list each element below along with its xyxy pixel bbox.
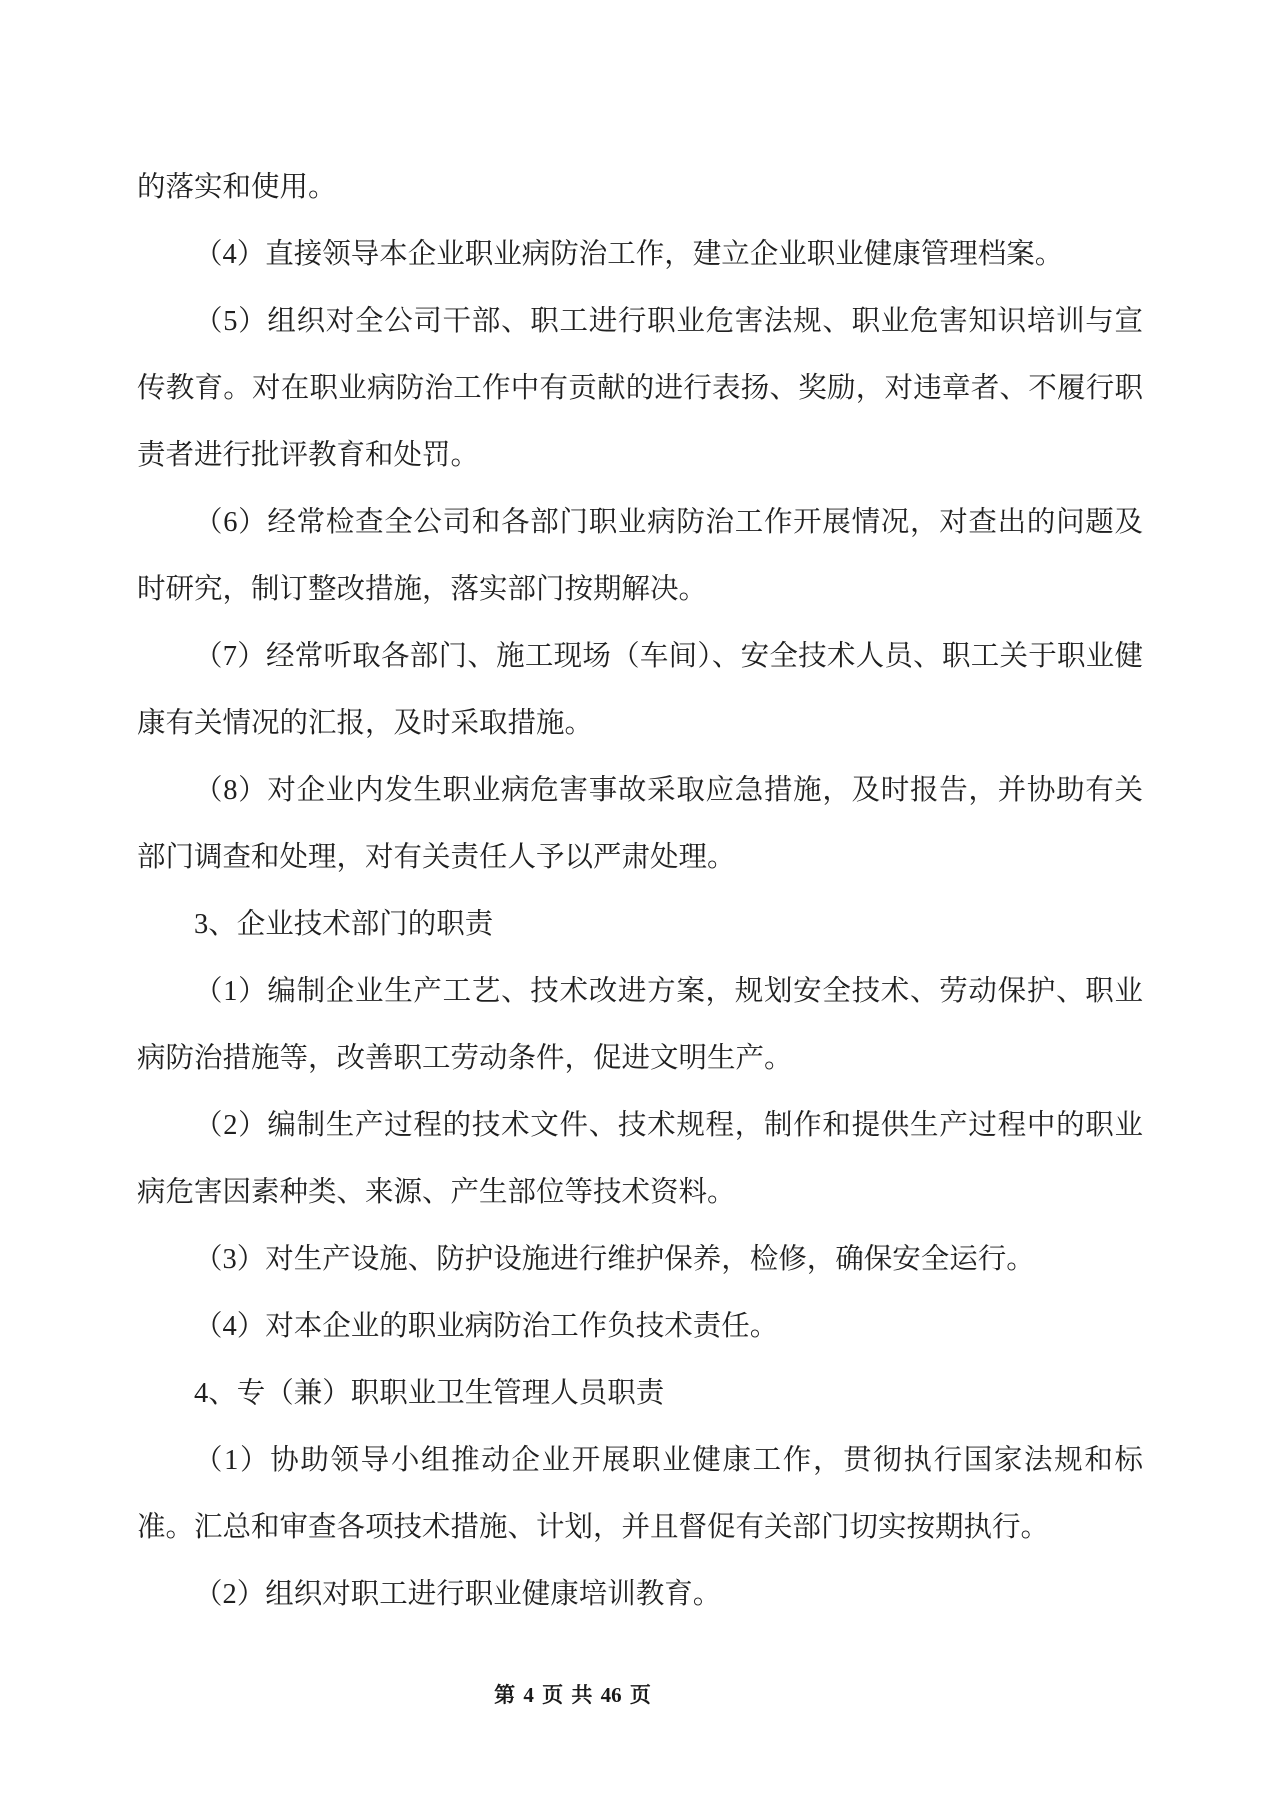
paragraph: （6）经常检查全公司和各部门职业病防治工作开展情况，对查出的问题及时研究，制订整改措施，落实部门按期解决。 (137, 507, 1143, 605)
paragraph: （4）直接领导本企业职业病防治工作，建立企业职业健康管理档案。 (194, 239, 1064, 270)
paragraph: （2）组织对职工进行职业健康培训教育。 (194, 1579, 722, 1610)
section-heading: 3、企业技术部门的职责 (194, 909, 494, 940)
paragraph: （2）编制生产过程的技术文件、技术规程，制作和提供生产过程中的职业病危害因素种类、来源、产生部位等技术资料。 (137, 1110, 1143, 1208)
paragraph: （3）对生产设施、防护设施进行维护保养，检修，确保安全运行。 (194, 1244, 1035, 1275)
paragraph: （5）组织对全公司干部、职工进行职业危害法规、职业危害知识培训与宣传教育。对在职业病防治工作中有贡献的进行表扬、奖励，对违章者、不履行职责者进行批评教育和处罚。 (137, 306, 1143, 471)
paragraph: （1）编制企业生产工艺、技术改进方案，规划安全技术、劳动保护、职业病防治措施等，改善职工劳动条件，促进文明生产。 (137, 976, 1143, 1074)
paragraph: （1）协助领导小组推动企业开展职业健康工作，贯彻执行国家法规和标准。汇总和审查各项技术措施、计划，并且督促有关部门切实按期执行。 (137, 1445, 1143, 1543)
page-footer (0, 1679, 1145, 1709)
paragraph: （8）对企业内发生职业病危害事故采取应急措施，及时报告，并协助有关部门调查和处理，对有关责任人予以严肃处理。 (137, 775, 1143, 873)
document-body (137, 154, 1143, 1628)
section-heading: 4、专（兼）职职业卫生管理人员职责 (194, 1378, 665, 1409)
paragraph: （4）对本企业的职业病防治工作负技术责任。 (194, 1311, 779, 1342)
paragraph: 的落实和使用。 (137, 172, 337, 203)
page-number-label: 第 4 页 共 46 页 (494, 1683, 651, 1707)
paragraph: （7）经常听取各部门、施工现场（车间）、安全技术人员、职工关于职业健康有关情况的汇报，及时采取措施。 (137, 641, 1143, 739)
